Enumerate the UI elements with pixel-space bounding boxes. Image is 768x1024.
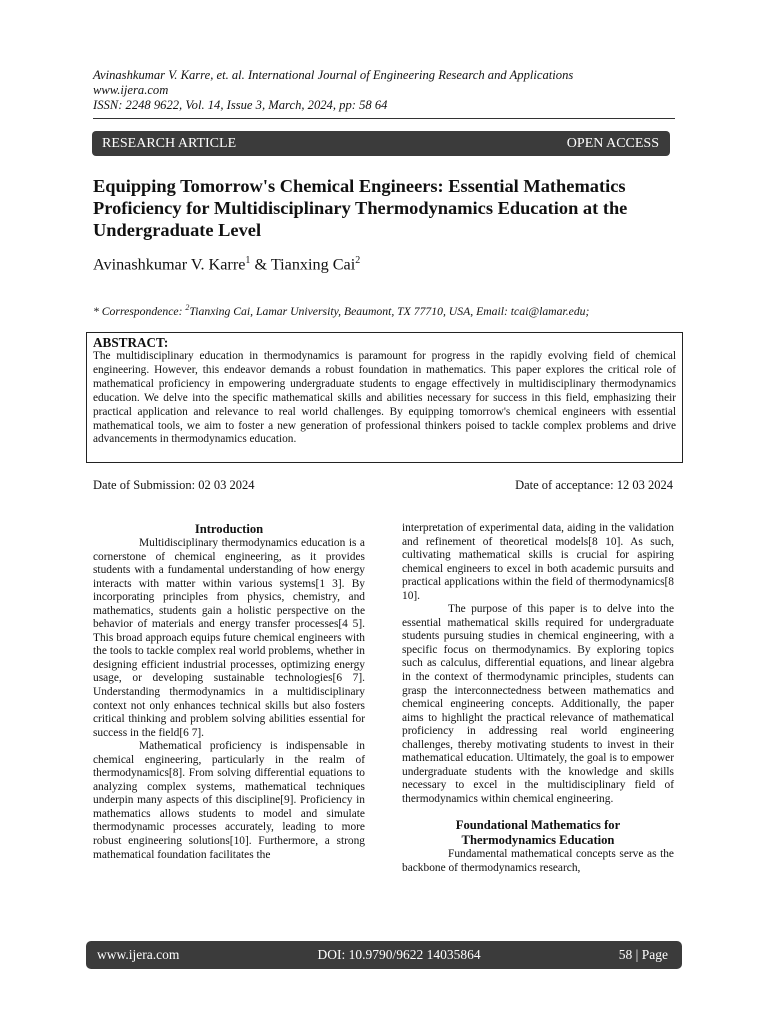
page-footer (86, 941, 682, 969)
article-banner (92, 131, 670, 156)
intro-paragraph-4: The purpose of this paper is to delve into the essential mathematical skills required for undergraduate students pursuing studies in chemical engineering, with a specific focus on thermodynamics. By exploring topics such as calculus, differential equations, and linear algebra in the context of thermodynamic principles, students can grasp the interconnectedness between mathematics and chemical engineering concepts. Additionally, the paper aims to highlight the practical relevance of mathematical proficiency in addressing real world engineering challenges, thereby motivating students to invest in their mathematical education. Ultimately, the goal is to empower undergraduate students with the knowledge and skills necessary to excel in the multidisciplinary field of thermodynamics within chemical engineering. (402, 603, 674, 805)
intro-paragraph-3: interpretation of experimental data, aiding in the validation and refinement of theoretical models[8 10]. As such, cultivating mathematical skills is crucial for aspiring chemical engineers to excel in both academic pursuits and practical applications within the field of thermodynamics[8 10]. (402, 522, 674, 602)
left-column (93, 522, 365, 862)
abstract-box (86, 332, 683, 463)
header-rule (93, 118, 675, 119)
paper-title: Equipping Tomorrow's Chemical Engineers: Essential Mathematics Proficiency for Multidisciplinary Thermodynamics Education at the Undergraduate Level (93, 176, 628, 240)
section-gap (402, 806, 674, 818)
section-heading-line-2: Thermodynamics Education (461, 833, 615, 848)
author-1-affiliation: 1 (245, 255, 251, 266)
acceptance-date: Date of acceptance: 12 03 2024 (515, 478, 673, 492)
section-heading-line-1: Foundational Mathematics for (455, 818, 621, 833)
footer-page-number: 58 | Page (618, 947, 668, 962)
journal-header (93, 68, 693, 113)
author-2: Tianxing Cai (270, 255, 356, 274)
author-2-affiliation: 2 (355, 255, 361, 266)
abstract-heading: ABSTRACT: (93, 335, 169, 350)
article-type: RESEARCH ARTICLE (102, 135, 237, 151)
author-1: Avinashkumar V. Karre (93, 255, 246, 274)
journal-citation: Avinashkumar V. Karre, et. al. International Journal of Engineering Research and Applications (93, 68, 574, 82)
submission-date: Date of Submission: 02 03 2024 (93, 478, 255, 492)
correspondence-text: Tianxing Cai, Lamar University, Beaumont, TX 77710, USA, Email: tcai@lamar.edu; (189, 304, 590, 318)
footer-website[interactable]: www.ijera.com (97, 947, 180, 962)
intro-paragraph-2: Mathematical proficiency is indispensable in chemical engineering, particularly in the realm of thermodynamics[8]. From solving differential equations to analyzing complex systems, mathematical techniques underpin many aspects of this discipline[9]. Proficiency in mathematics allows students to model and simulate thermodynamic processes accurately, leading to more robust engineering solutions[10]. Furthermore, a strong mathematical foundation facilitates the (93, 740, 365, 861)
journal-website[interactable]: www.ijera.com (93, 83, 169, 97)
foundational-paragraph-1: Fundamental mathematical concepts serve as the backbone of thermodynamics research, (402, 848, 674, 875)
footer-doi: DOI: 10.9790/9622 14035864 (317, 947, 481, 962)
section-heading-foundational (402, 818, 674, 848)
correspondence-prefix: * Correspondence: (93, 304, 186, 318)
journal-issn: ISSN: 2248 9622, Vol. 14, Issue 3, March, 2024, pp: 58 64 (93, 98, 388, 112)
author-line (93, 255, 360, 274)
access-badge: OPEN ACCESS (566, 135, 659, 151)
right-column (402, 522, 674, 876)
dates-row (93, 478, 673, 493)
correspondence-sup: 2 (185, 303, 190, 312)
intro-paragraph-1: Multidisciplinary thermodynamics education is a cornerstone of chemical engineering, as it provides students with a fundamental understanding of how energy interacts with matter within various systems[1 3]. By incorporating principles from physics, chemistry, and mathematics, students gain a holistic perspective on the behavior of materials and energy transfer processes[4 5]. This broad approach equips future chemical engineers with the tools to tackle complex real world problems, whether in designing efficient industrial processes, optimizing energy usage, or developing sustainable technologies[6 7]. Understanding thermodynamics in a multidisciplinary context not only enhances technical skills but also fosters critical thinking and problem solving abilities essential for success in the field[6 7]. (93, 537, 365, 739)
author-separator: & (250, 255, 271, 274)
abstract-body: The multidisciplinary education in thermodynamics is paramount for progress in the rapidly evolving field of chemical engineering. However, this endeavor demands a robust foundation in mathematics. This paper explores the critical role of mathematical proficiency in empowering undergraduate students to engage effectively in multidisciplinary thermodynamics education. We delve into the specific mathematical skills and abilities necessary for success in this field, emphasizing their practical application and relevance to real world challenges. By equipping tomorrow's chemical engineers with essential mathematical tools, we aim to foster a new generation of professional thinkers poised to tackle complex problems and drive advancements in thermodynamics education. (93, 350, 676, 446)
correspondence (93, 303, 589, 318)
section-heading-introduction: Introduction (194, 522, 264, 536)
